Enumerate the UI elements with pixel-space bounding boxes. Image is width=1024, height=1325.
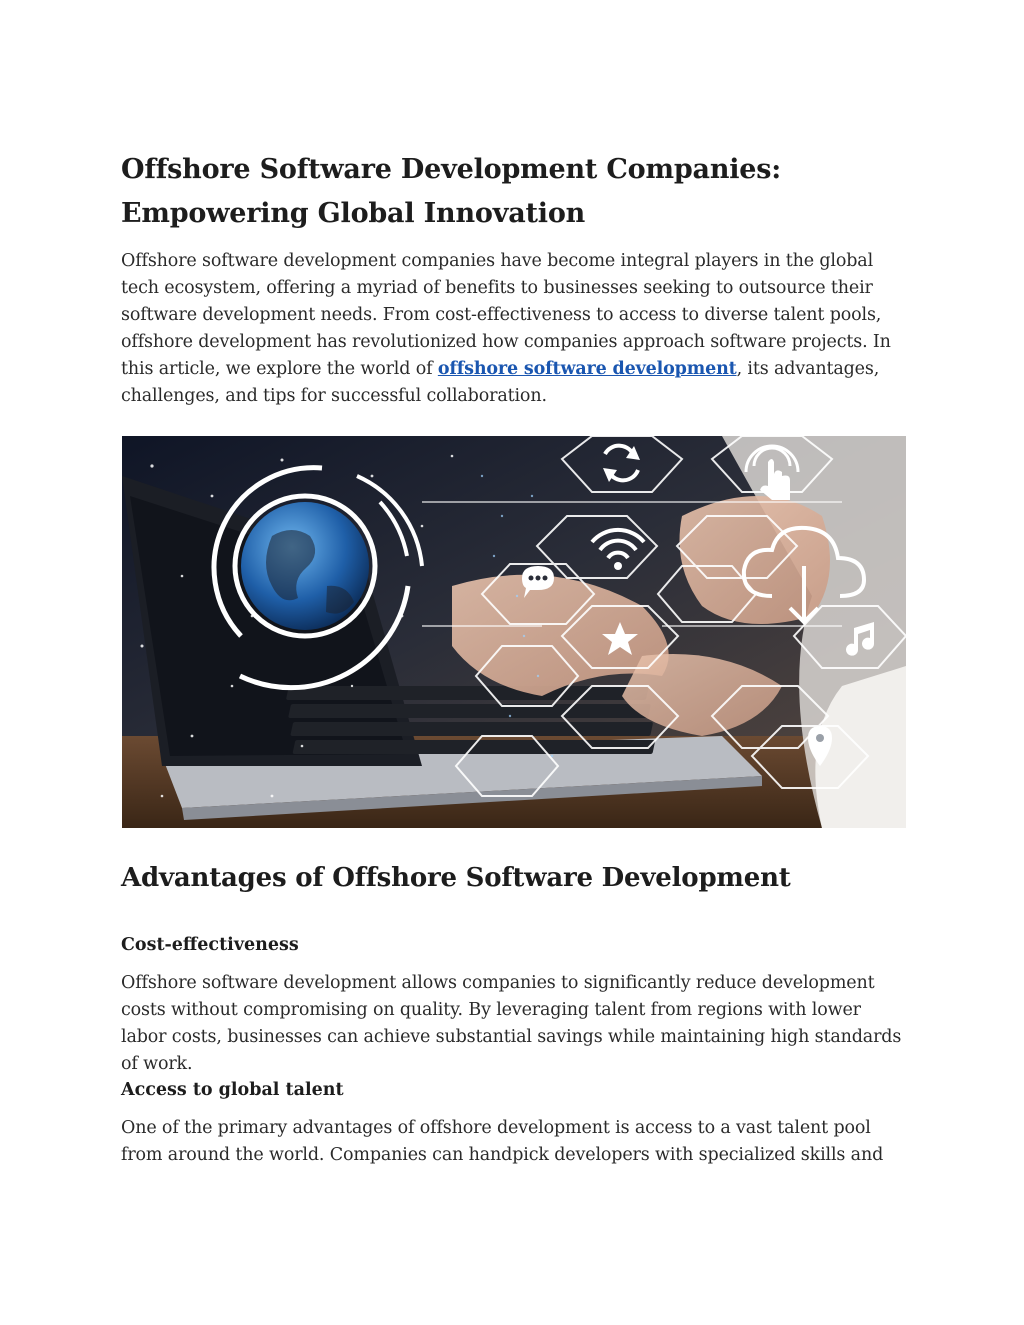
- article-title: Offshore Software Development Companies: Empowering Global Innovation: [121, 154, 782, 229]
- subsection-body-cost: Offshore software development allows companies to significantly reduce development costs without compromising on quality. By leveraging talent from regions with lower labor costs, businesses can achieve substantial savings while maintaining high standards of work.: [121, 973, 902, 1074]
- intro-text-before: Offshore software development companies have become integral players in the global tech ecosystem, offering a myriad of benefits to businesses seeking to outsource their software development needs. From cost-effectiveness to access to diverse talent pools, offshore development has revolutionized how companies approach software projects. In this article, we explore the world of: [121, 251, 891, 379]
- article-header: [121, 148, 906, 410]
- intro-text-after: , its advantages, challenges, and tips for successful collaboration.: [121, 359, 880, 406]
- subsection-body-talent: One of the primary advantages of offshore development is access to a vast talent pool from around the world. Companies can handpick developers with specialized skills and: [121, 1118, 884, 1165]
- intro-paragraph: [121, 248, 906, 410]
- hero-image: [122, 436, 906, 828]
- section-heading: Advantages of Offshore Software Development: [121, 863, 791, 893]
- subsection-heading-cost: Cost-effectiveness: [121, 935, 299, 955]
- subsection-heading-talent: Access to global talent: [121, 1080, 344, 1100]
- offshore-development-link[interactable]: offshore software development: [437, 359, 737, 379]
